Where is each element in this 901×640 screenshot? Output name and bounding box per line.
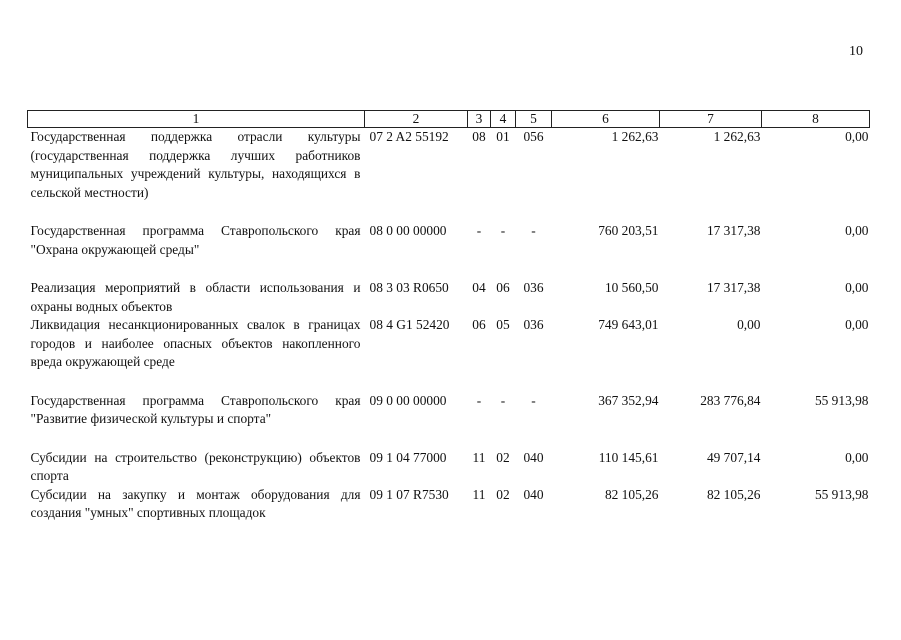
item-name: Субсидии на закупку и монтаж оборудования для создания "умных" спортивных площадок bbox=[30, 486, 361, 520]
item-code: 08 4 G1 52420 bbox=[369, 317, 450, 332]
item-section: 11 bbox=[472, 486, 486, 502]
item-amount-7: 283 776,84 bbox=[700, 392, 761, 408]
item-amount-6: 760 203,51 bbox=[598, 223, 659, 238]
item-subsection: 02 bbox=[496, 449, 510, 465]
item-amount-8: 0,00 bbox=[845, 280, 869, 295]
item-expense-type: 036 bbox=[523, 317, 544, 332]
column-header: 6 bbox=[552, 111, 660, 128]
column-header: 3 bbox=[468, 111, 491, 128]
item-amount-7: 17 317,38 bbox=[706, 223, 761, 238]
item-expense-type: 040 bbox=[523, 486, 544, 502]
item-name: Государственная программа Ставропольского края "Развитие физической культуры и спорта" bbox=[30, 392, 361, 426]
item-name: Субсидии на строительство (реконструкцию) объектов спорта bbox=[30, 449, 361, 483]
item-amount-8: 0,00 bbox=[845, 129, 869, 144]
table-row bbox=[28, 449, 870, 486]
item-amount-6: 110 145,61 bbox=[598, 449, 659, 465]
item-subsection: 01 bbox=[496, 129, 510, 144]
column-header: 8 bbox=[762, 111, 870, 128]
page-number: 10 bbox=[849, 44, 863, 59]
item-name: Ликвидация несанкционированных свалок в границах городов и наиболее опасных объектов накопленного вреда окружающей среде bbox=[30, 317, 361, 369]
item-section: 06 bbox=[472, 317, 486, 332]
item-expense-type: - bbox=[531, 392, 536, 408]
item-expense-type: 040 bbox=[523, 449, 544, 465]
item-code: 09 1 04 77000 bbox=[369, 449, 447, 465]
item-code: 07 2 A2 55192 bbox=[369, 129, 449, 144]
table-row bbox=[28, 316, 870, 372]
budget-table bbox=[27, 110, 870, 523]
column-header: 2 bbox=[365, 111, 468, 128]
item-amount-7: 1 262,63 bbox=[713, 129, 761, 144]
item-amount-8: 55 913,98 bbox=[814, 486, 869, 502]
item-subsection: - bbox=[500, 223, 506, 238]
item-subsection: 06 bbox=[496, 280, 510, 295]
item-section: 08 bbox=[472, 129, 486, 144]
column-header: 5 bbox=[516, 111, 552, 128]
item-section: 04 bbox=[472, 280, 486, 295]
item-code: 09 1 07 R7530 bbox=[369, 486, 449, 502]
column-header: 7 bbox=[660, 111, 762, 128]
item-expense-type: 056 bbox=[523, 129, 544, 144]
column-header: 1 bbox=[28, 111, 365, 128]
item-section: - bbox=[476, 223, 482, 238]
table-row bbox=[28, 279, 870, 316]
column-header: 4 bbox=[491, 111, 516, 128]
item-amount-8: 0,00 bbox=[845, 223, 869, 238]
table-row bbox=[28, 222, 870, 259]
table-row bbox=[28, 486, 870, 523]
item-expense-type: 036 bbox=[523, 280, 544, 295]
item-amount-7: 49 707,14 bbox=[706, 449, 761, 465]
item-subsection: - bbox=[500, 392, 506, 408]
item-amount-6: 82 105,26 bbox=[604, 486, 659, 502]
item-subsection: 02 bbox=[496, 486, 510, 502]
item-amount-8: 0,00 bbox=[845, 317, 869, 332]
column-number-header bbox=[28, 111, 870, 128]
item-amount-8: 0,00 bbox=[845, 449, 869, 465]
item-code: 08 3 03 R0650 bbox=[369, 280, 449, 295]
item-name: Государственная программа Ставропольского края "Охрана окружающей среды" bbox=[30, 223, 361, 257]
item-amount-7: 82 105,26 bbox=[706, 486, 761, 502]
item-code: 09 0 00 00000 bbox=[369, 392, 447, 408]
item-section: - bbox=[476, 392, 482, 408]
item-expense-type: - bbox=[531, 223, 536, 238]
item-amount-6: 10 560,50 bbox=[604, 280, 659, 295]
item-amount-7: 17 317,38 bbox=[706, 280, 761, 295]
item-amount-8: 55 913,98 bbox=[814, 392, 869, 408]
table-row bbox=[28, 392, 870, 429]
item-amount-6: 367 352,94 bbox=[598, 392, 659, 408]
table-row bbox=[28, 128, 870, 203]
item-subsection: 05 bbox=[496, 317, 510, 332]
item-code: 08 0 00 00000 bbox=[369, 223, 447, 238]
item-amount-7: 0,00 bbox=[737, 317, 761, 332]
item-name: Государственная поддержка отрасли культуры (государственная поддержка лучших работников муниципальных учреждений культуры, находящихся в сельской местности) bbox=[30, 129, 361, 200]
item-amount-6: 749 643,01 bbox=[598, 317, 659, 332]
item-name: Реализация мероприятий в области использования и охраны водных объектов bbox=[30, 280, 361, 314]
item-amount-6: 1 262,63 bbox=[611, 129, 659, 144]
item-section: 11 bbox=[472, 449, 486, 465]
